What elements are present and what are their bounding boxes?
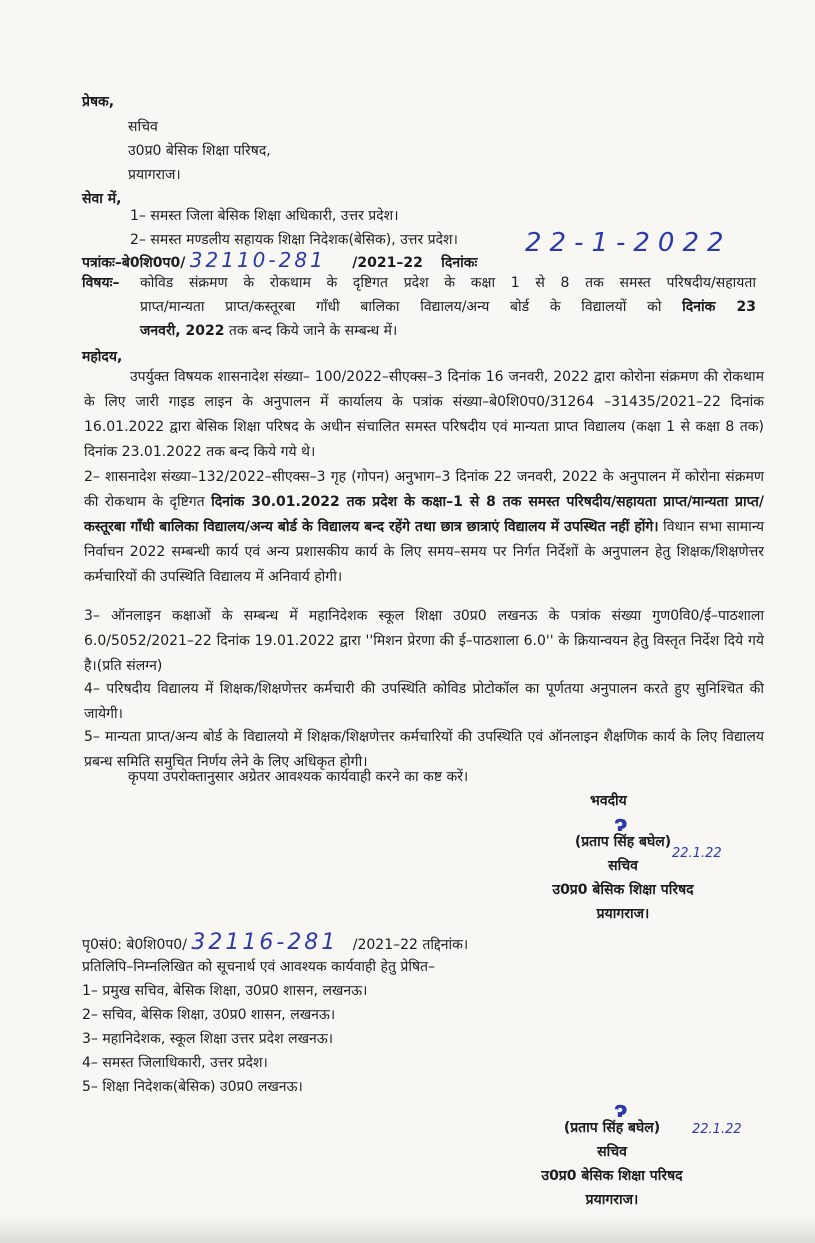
copy-item: 5– शिक्षा निदेशक(बेसिक) उ0प्र0 लखनऊ। [82,1079,303,1095]
endorsement-suffix: /2021–22 तद्दिनांक। [352,937,469,953]
body-paragraph-4 [84,677,764,727]
paragraph-bold-text: दिनांक 30.01.2022 तक प्रदेश के कक्षा–1 से 8 तक समस्त परिषदीय/सहायता प्राप्त/मान्यता प्राप्त/कस्तूरबा गाँधी बालिका विद्यालय/अन्य बोर्ड के विद्यालय बन्द रहेंगे तथा छात्र छात्राएं विद्यालय में उपस्थित नहीं होंगे। [84,494,765,535]
signature-handwritten-date: 22.1.22 [692,1122,742,1137]
sender-label: प्रेषक, [82,94,115,110]
salutation: महोदय, [82,349,123,365]
subject-label: विषयः– [82,275,120,291]
body-paragraph-3 [84,604,764,679]
reference-date-label: दिनांकः [441,255,478,271]
signatory-name: (प्रताप सिंह बघेल) [563,1120,661,1136]
closing-line: कृपया उपरोक्तानुसार अग्रेतर आवश्यक कार्यवाही करने का कष्ट करें। [128,769,469,785]
subject-date: जनवरी, 2022 [140,323,225,339]
signatory-name: (प्रताप सिंह बघेल) [574,834,672,850]
subject-text: तक बन्द किये जाने के सम्बन्ध में। [228,323,398,339]
paragraph-text: 5– मान्यता प्राप्त/अन्य बोर्ड के विद्यालयो में शिक्षक/शिक्षणेत्तर कर्मचारियों की उपस्थिति एवं ऑनलाइन शैक्षणिक कार्य के लिए विद्यालय प्रबन्ध समिति समुचित निर्णय लेने के लिए अधिकृत होगी। [84,729,764,770]
signatory-city: प्रयागराज। [585,1192,639,1208]
subject-line [140,321,397,341]
copy-item: 3– महानिदेशक, स्कूल शिक्षा उत्तर प्रदेश लखनऊ। [82,1031,334,1047]
signature-stroke-icon: ɂ [614,812,628,837]
signatory-city: प्रयागराज। [596,906,650,922]
reference-year: /2021–22 [352,255,423,271]
endorsement-intro: प्रतिलिपि–निम्नलिखित को सूचनार्थ एवं आवश्यक कार्यवाही हेतु प्रेषित– [82,959,436,975]
subject-line: कोविड संक्रमण के रोकथाम के दृष्टिगत प्रदेश के कक्षा 1 से 8 तक समस्त परिषदीय/सहायता [140,275,756,291]
copy-item: 1– प्रमुख सचिव, बेसिक शिक्षा, उ0प्र0 शासन, लखनऊ। [82,983,368,999]
copy-item: 2– सचिव, बेसिक शिक्षा, उ0प्र0 शासन, लखनऊ। [82,1007,336,1023]
subject-line [140,297,756,317]
subject-text: प्राप्त/मान्यता प्राप्त/कस्तूरबा गाँधी बालिका विद्यालय/अन्य बोर्ड के विद्यालयों को [140,299,662,315]
body-paragraph-1 [84,365,764,465]
reference-number-handwritten: 32110-281 [189,248,326,272]
sender-office: उ0प्र0 बेसिक शिक्षा परिषद, [128,143,271,159]
reference-prefix: पत्रांकः–बे0शि0प0/ [82,255,186,271]
paragraph-text: 4– परिषदीय विद्यालय में शिक्षक/शिक्षणेत्तर कर्मचारी की उपस्थिति कोविड प्रोटोकॉल का पूर्णतया अनुपालन करते हुए सुनिश्चित की जायेगी। [84,681,764,722]
recipient-item: 1– समस्त जिला बेसिक शिक्षा अधिकारी, उत्तर प्रदेश। [130,208,399,224]
sender-city: प्रयागराज। [128,167,181,183]
signatory-office: उ0प्र0 बेसिक शिक्षा परिषद [552,882,694,898]
paragraph-text: विधान सभा सामान्य निर्वाचन 2022 सम्बन्धी कार्य एवं अन्य प्रशासकीय कार्य के लिए समय–समय पर निर्गत निर्देशों के अनुपालन हेतु शिक्षक/शिक्षणेत्तर कर्मचारियों की उपस्थिति विद्यालय में अनिवार्य होगी। [84,519,764,585]
valediction: भवदीय [590,793,627,809]
subject-date: दिनांक 23 [682,299,756,315]
endorsement-number-handwritten: 32116-281 [191,930,339,955]
recipients-label: सेवा में, [82,191,122,207]
signature-stroke-icon: ɂ [614,1098,628,1123]
paragraph-text: 3– ऑनलाइन कक्षाओं के सम्बन्ध में महानिदेशक स्कूल शिक्षा उ0प्र0 लखनऊ के पत्रांक संख्या गुण0वि0/ई–पाठशाला 6.0/5052/2021–22 दिनांक 19.01.2022 द्वारा ''मिशन प्रेरणा की ई–पाठशाला 6.0'' के क्रियान्वयन हेतु विस्तृत निर्देश दिये गये है।(प्रति संलग्न) [84,608,764,674]
endorsement-prefix: पृ0सं0: बे0शि0प0/ [82,937,187,953]
signature-handwritten-date: 22.1.22 [672,846,722,861]
paragraph-text: उपर्युक्त विषयक शासनादेश संख्या– 100/2022–सीएक्स–3 दिनांक 16 जनवरी, 2022 द्वारा कोरोना संक्रमण की रोकथाम के लिए जारी गाइड लाइन के अनुपालन में कार्यालय के पत्रांक संख्या–बे0शि0प0/31264 –31435/2021–22 दिनांक 16.01.2022 द्वारा बेसिक शिक्षा परिषद के अधीन संचालित समस्त परिषदीय एवं मान्यता प्राप्त विद्यालय (कक्षा 1 से कक्षा 8 तक) दिनांक 23.01.2022 तक बन्द किये गये थे। [84,369,764,460]
signatory-designation: सचिव [597,1144,627,1160]
signatory-designation: सचिव [608,858,638,874]
body-paragraph-2 [84,465,764,590]
signature-block-2 [526,1116,698,1212]
sender-designation: सचिव [128,119,158,135]
reference-date-handwritten: 22-1-2022 [525,228,732,258]
recipient-item: 2– समस्त मण्डलीय सहायक शिक्षा निदेशक(बेसिक), उत्तर प्रदेश। [130,232,458,248]
reference-line [82,250,477,273]
signature-block-1 [548,830,698,926]
paragraph-text: 2– शासनादेश संख्या–132/2022–सीएक्स–3 गृह (गोपन) अनुभाग–3 दिनांक 22 जनवरी, 2022 के अनुपालन में कोरोना संक्रमण की रोकथाम के दृष्टिगत [84,469,764,510]
endorsement-line [82,930,469,955]
copy-item: 4– समस्त जिलाधिकारी, उत्तर प्रदेश। [82,1055,268,1071]
signatory-office: उ0प्र0 बेसिक शिक्षा परिषद [541,1168,683,1184]
